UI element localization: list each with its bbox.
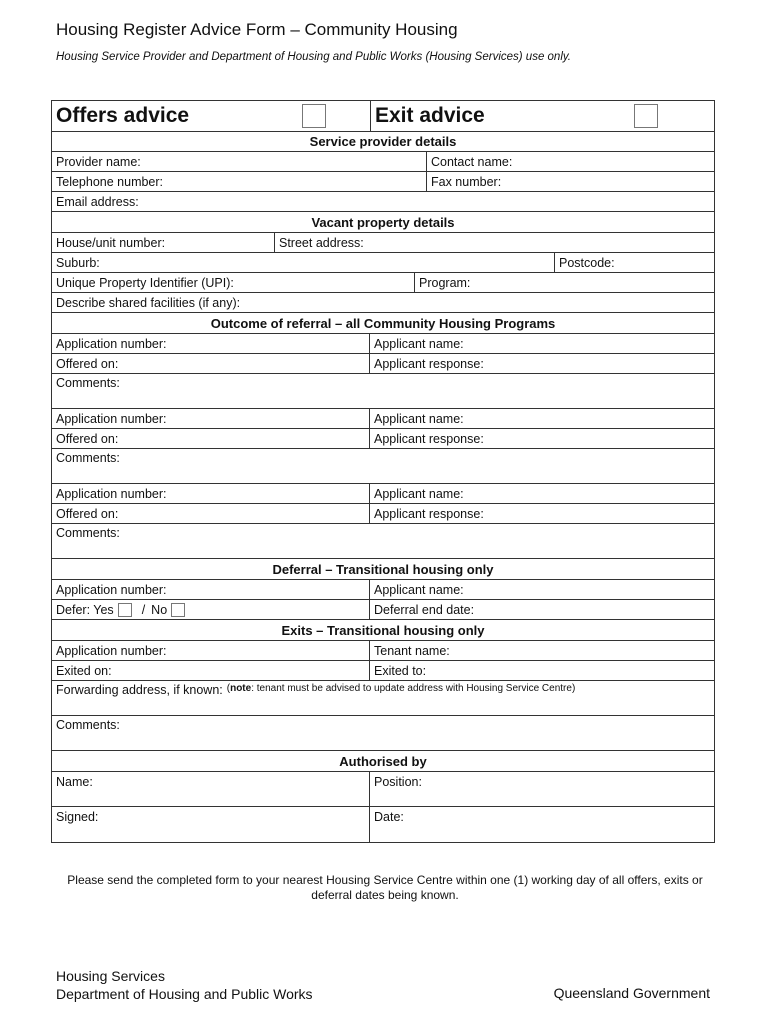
exited-on-field[interactable]: Exited on: — [56, 663, 112, 678]
authorised-name-field[interactable]: Name: — [56, 775, 93, 789]
authorised-date-field[interactable]: Date: — [369, 807, 714, 842]
footer-org-line1: Housing Services — [56, 968, 165, 984]
advice-form — [51, 100, 715, 843]
exits-heading: Exits – Transitional housing only — [281, 622, 485, 638]
outcome-heading: Outcome of referral – all Community Housing Programs — [210, 315, 556, 331]
outcome-2-comments-row — [52, 449, 714, 484]
outcome-2-applicant-response[interactable]: Applicant response: — [369, 429, 714, 448]
outcome-1-comments-row — [52, 374, 714, 409]
outcome-2-application-number[interactable]: Application number: — [56, 411, 167, 426]
shared-facilities-row — [52, 293, 714, 313]
forwarding-address-label: Forwarding address, if known: — [56, 683, 223, 697]
form-subtitle: Housing Service Provider and Department of Housing and Public Works (Housing Services) use only. — [56, 51, 571, 63]
email-row — [52, 192, 714, 212]
form-title: Housing Register Advice Form – Community Housing — [56, 20, 458, 39]
deferral-heading: Deferral – Transitional housing only — [272, 561, 494, 577]
submission-instruction: Please send the completed form to your nearest Housing Service Centre within one (1) working day of all offers, exits or deferral dates being known. — [67, 873, 703, 902]
outcome-1-applicant-response[interactable]: Applicant response: — [369, 354, 714, 373]
house-unit-field[interactable]: House/unit number: — [56, 235, 166, 250]
contact-name-field[interactable]: Contact name: — [426, 152, 714, 171]
exits-app-row — [52, 641, 714, 661]
defer-yes-label: Defer: Yes — [56, 602, 114, 617]
outcome-3-offer-row — [52, 504, 714, 524]
deferral-application-number[interactable]: Application number: — [56, 582, 167, 597]
defer-no-label: No — [151, 602, 168, 617]
suburb-field[interactable]: Suburb: — [56, 255, 100, 270]
outcome-3-comments-row — [52, 524, 714, 559]
outcome-2-offered-on[interactable]: Offered on: — [56, 431, 119, 446]
upi-row — [52, 273, 714, 293]
defer-no-checkbox[interactable] — [171, 603, 185, 617]
deferral-defer-row — [52, 600, 714, 620]
deferral-app-row — [52, 580, 714, 600]
outcome-2-applicant-name[interactable]: Applicant name: — [369, 409, 714, 428]
exits-comments-row — [52, 716, 714, 751]
footer-org-line2: Department of Housing and Public Works — [56, 986, 313, 1002]
exits-comments[interactable]: Comments: — [56, 718, 120, 732]
authorised-signed-row — [52, 807, 714, 842]
footer-government: Queensland Government — [553, 985, 710, 1001]
authorised-heading-row — [52, 751, 714, 772]
offers-advice-label: Offers advice — [56, 104, 190, 127]
deferral-heading-row — [52, 559, 714, 580]
authorised-heading: Authorised by — [339, 753, 427, 769]
outcome-3-applicant-name[interactable]: Applicant name: — [369, 484, 714, 503]
authorised-signed-field[interactable]: Signed: — [56, 810, 99, 824]
exits-application-number[interactable]: Application number: — [56, 643, 167, 658]
upi-field[interactable]: Unique Property Identifier (UPI): — [56, 275, 234, 290]
authorised-name-row — [52, 772, 714, 807]
offers-advice-cell — [52, 101, 370, 131]
exit-advice-label: Exit advice — [375, 104, 485, 127]
advice-type-row — [52, 101, 714, 132]
outcome-1-comments[interactable]: Comments: — [56, 376, 120, 390]
note-open: ( — [226, 683, 231, 694]
exits-tenant-name[interactable]: Tenant name: — [369, 641, 714, 660]
outcome-3-applicant-response[interactable]: Applicant response: — [369, 504, 714, 523]
outcome-1-applicant-name[interactable]: Applicant name: — [369, 334, 714, 353]
outcome-3-offered-on[interactable]: Offered on: — [56, 506, 119, 521]
note-text: : tenant must be advised to update address with Housing Service Centre) — [251, 683, 576, 694]
suburb-row — [52, 253, 714, 273]
defer-yes-checkbox[interactable] — [118, 603, 132, 617]
footer-org — [56, 967, 313, 1003]
authorised-position-field[interactable]: Position: — [369, 772, 714, 806]
exits-heading-row — [52, 620, 714, 641]
defer-choice-cell — [52, 600, 369, 619]
provider-row — [52, 152, 714, 172]
phone-row — [52, 172, 714, 192]
outcome-3-comments[interactable]: Comments: — [56, 526, 120, 540]
provider-name-field[interactable]: Provider name: — [56, 154, 141, 169]
forwarding-note — [227, 683, 576, 694]
service-provider-heading-row — [52, 132, 714, 152]
outcome-2-comments[interactable]: Comments: — [56, 451, 120, 465]
postcode-field[interactable]: Postcode: — [554, 253, 714, 272]
outcome-1-offer-row — [52, 354, 714, 374]
note-bold: note — [230, 683, 252, 694]
outcome-1-offered-on[interactable]: Offered on: — [56, 356, 119, 371]
outcome-1-application-number[interactable]: Application number: — [56, 336, 167, 351]
outcome-2-offer-row — [52, 429, 714, 449]
vacant-property-heading: Vacant property details — [311, 214, 455, 230]
exit-advice-checkbox[interactable] — [634, 104, 658, 128]
defer-separator: / — [141, 602, 146, 617]
fax-field[interactable]: Fax number: — [426, 172, 714, 191]
deferral-end-date[interactable]: Deferral end date: — [369, 600, 714, 619]
outcome-2-app-row — [52, 409, 714, 429]
exits-date-row — [52, 661, 714, 681]
email-field[interactable]: Email address: — [56, 194, 139, 209]
program-field[interactable]: Program: — [414, 273, 714, 292]
exit-advice-cell — [370, 101, 714, 131]
vacant-property-heading-row — [52, 212, 714, 233]
outcome-3-app-row — [52, 484, 714, 504]
exited-to-field[interactable]: Exited to: — [369, 661, 714, 680]
street-address-field[interactable]: Street address: — [274, 233, 714, 252]
offers-advice-checkbox[interactable] — [302, 104, 326, 128]
service-provider-heading: Service provider details — [309, 134, 457, 149]
forwarding-row — [52, 681, 714, 716]
outcome-heading-row — [52, 313, 714, 334]
deferral-applicant-name[interactable]: Applicant name: — [369, 580, 714, 599]
outcome-3-application-number[interactable]: Application number: — [56, 486, 167, 501]
shared-facilities-field[interactable]: Describe shared facilities (if any): — [56, 295, 241, 310]
forwarding-address-field[interactable] — [52, 681, 714, 715]
outcome-1-app-row — [52, 334, 714, 354]
address-row — [52, 233, 714, 253]
telephone-field[interactable]: Telephone number: — [56, 174, 164, 189]
